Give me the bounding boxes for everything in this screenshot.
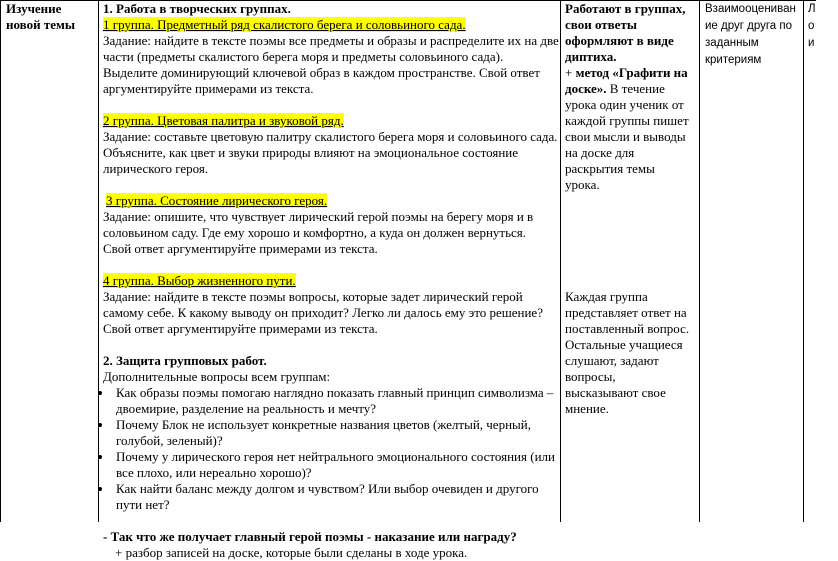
final-question: - Так что же получает главный герой поэмы - наказание или награду? bbox=[103, 529, 517, 544]
column-border bbox=[699, 0, 700, 522]
bullet-icon bbox=[98, 487, 102, 491]
column-border bbox=[98, 0, 99, 522]
method-line: раскрытия темы bbox=[565, 161, 655, 176]
task-line: аргументируйте примерами из текста. bbox=[103, 81, 314, 96]
stage-title-line: новой темы bbox=[6, 17, 75, 32]
task-line: лирического героя. bbox=[103, 161, 209, 176]
question-line: Почему Блок не использует конкретные названия цветов (желтый, черный, bbox=[116, 417, 531, 432]
final-note: + разбор записей на доске, которые были сделаны в ходе урока. bbox=[115, 545, 468, 560]
task-line: соловьином саду. Где ему хорошо и комфортно, а куда он должен вернуться. bbox=[103, 225, 527, 240]
presentation-line: Остальные учащиеся bbox=[565, 337, 683, 352]
task-line: Задание: найдите в тексте поэмы все предметы и образы и распределите их на две bbox=[103, 33, 559, 48]
task-line: Задание: опишите, что чувствует лирический герой поэмы на берегу моря и в bbox=[103, 209, 534, 224]
task-line: Свой ответ аргументируйте примерами из текста. bbox=[103, 241, 378, 256]
method-line bbox=[565, 81, 698, 97]
resources-line: и bbox=[808, 37, 815, 49]
method-name: метод «Графити на bbox=[575, 65, 688, 80]
bullet-icon bbox=[98, 391, 102, 395]
method-text: В течение bbox=[606, 81, 665, 96]
question-line: все плохо, или нереально хорошо)? bbox=[116, 465, 312, 480]
task-line: Задание: составьте цветовую палитру скалистого берега моря и соловьиного сада. bbox=[103, 129, 558, 144]
method-line: на доске для bbox=[565, 145, 635, 160]
bullet-icon bbox=[98, 423, 102, 427]
activity-cell bbox=[103, 0, 559, 560]
task-line: Свой ответ аргументируйте примерами из текста. bbox=[103, 321, 378, 336]
assessment-line: заданным bbox=[705, 37, 759, 49]
question-item bbox=[103, 417, 559, 449]
resources-line: о bbox=[808, 20, 815, 32]
task-line: Объясните, как цвет и звуки природы влияют на эмоциональное состояние bbox=[103, 145, 519, 160]
column-border bbox=[560, 0, 561, 522]
presentation-line: поставленный вопрос. bbox=[565, 321, 690, 336]
question-item bbox=[103, 385, 559, 417]
assessment-line: критериям bbox=[705, 54, 762, 66]
task-line: части (предметы скалистого берега моря и предметы соловьиного сада). bbox=[103, 49, 504, 64]
question-line: Почему у лирического героя нет нейтрального эмоционального состояния (или bbox=[116, 449, 555, 464]
activity-line: свои ответы bbox=[565, 17, 637, 32]
task-line: Выделите доминирующий ключевой образ в каждом пространстве. Свой ответ bbox=[103, 65, 540, 80]
bullet-icon bbox=[98, 455, 102, 459]
presentation-line: слушают, задают bbox=[565, 353, 659, 368]
assessment-line: ие друг друга по bbox=[705, 20, 793, 32]
presentation-line: мнение. bbox=[565, 401, 609, 416]
question-line: двоемирие, разделение на реальность и мечту? bbox=[116, 401, 377, 416]
task-line: самому себе. К какому выводу он приходит? Легко ли далось ему это решение? bbox=[103, 305, 543, 320]
column-border bbox=[0, 0, 1, 522]
group-title: 4 группа. Выбор жизненного пути. bbox=[103, 273, 296, 288]
stage-cell bbox=[6, 0, 96, 522]
method-line bbox=[565, 65, 698, 81]
group-block bbox=[103, 193, 559, 257]
column-border bbox=[803, 0, 804, 522]
question-line: Как найти баланс между долгом и чувством? Или выбор очевиден и другого bbox=[116, 481, 539, 496]
method-line: урока один ученик от bbox=[565, 97, 684, 112]
assessment-line: Взаимооцениван bbox=[705, 3, 796, 15]
method-name: доске». bbox=[565, 81, 607, 96]
resources-cell bbox=[808, 0, 838, 522]
method-line: каждой группы пишет bbox=[565, 113, 689, 128]
method-line: урока. bbox=[565, 177, 600, 192]
task-line: Задание: найдите в тексте поэмы вопросы, которые задет лирический герой bbox=[103, 289, 523, 304]
activity-line: диптиха. bbox=[565, 49, 617, 64]
defense-intro: Дополнительные вопросы всем группам: bbox=[103, 369, 331, 384]
question-item bbox=[103, 449, 559, 481]
group-block bbox=[103, 273, 559, 337]
group-title: 1 группа. Предметный ряд скалистого берега и соловьиного сада. bbox=[103, 17, 466, 32]
question-line: пути нет? bbox=[116, 497, 170, 512]
section-heading: 2. Защита групповых работ. bbox=[103, 353, 267, 368]
question-line: голубой, зеленый)? bbox=[116, 433, 223, 448]
group-title: 2 группа. Цветовая палитра и звуковой ряд. bbox=[103, 113, 344, 128]
activity-line: Работают в группах, bbox=[565, 1, 686, 16]
group-block bbox=[103, 17, 559, 97]
student-activity-cell bbox=[565, 0, 698, 522]
activity-line: оформляют в виде bbox=[565, 33, 674, 48]
group-block bbox=[103, 113, 559, 177]
section-heading: 1. Работа в творческих группах. bbox=[103, 1, 291, 16]
presentation-line: вопросы, bbox=[565, 369, 616, 384]
method-line: свои мысли и выводы bbox=[565, 129, 686, 144]
question-item bbox=[103, 481, 559, 513]
assessment-cell bbox=[705, 0, 801, 522]
question-line: Как образы поэмы помогаю наглядно показать главный принцип символизма – bbox=[116, 385, 554, 400]
presentation-line: высказывают свое bbox=[565, 385, 666, 400]
stage-title-line: Изучение bbox=[6, 1, 62, 16]
method-prefix: + bbox=[565, 65, 576, 80]
group-title: 3 группа. Состояние лирического героя. bbox=[106, 193, 328, 208]
presentation-line: представляет ответ на bbox=[565, 305, 687, 320]
presentation-line: Каждая группа bbox=[565, 289, 648, 304]
resources-line: Л bbox=[808, 3, 816, 15]
